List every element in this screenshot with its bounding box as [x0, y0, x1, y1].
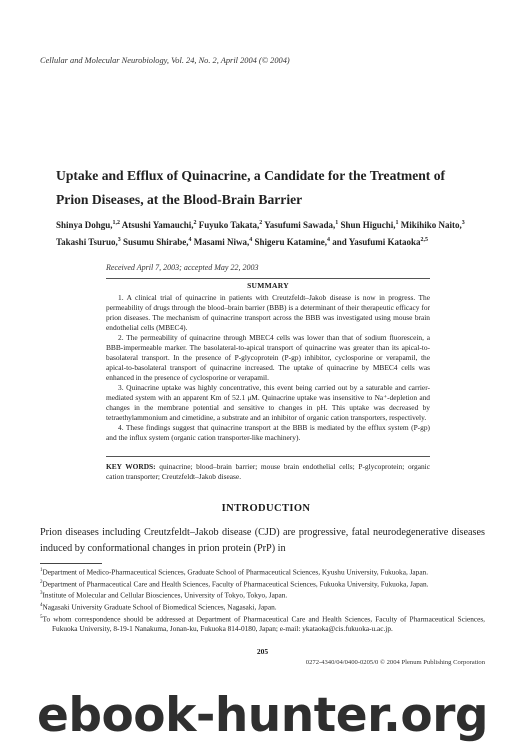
author-name: Shinya Dohgu,	[56, 220, 113, 230]
author-affiliation-mark: 2	[193, 220, 197, 226]
keywords-text: quinacrine; blood–brain barrier; mouse brain endothelial cells; P-glycoprotein; organic cation transporter; Creutzfeldt–Jakob disease.	[106, 462, 430, 481]
footnote	[40, 566, 485, 578]
author-affiliation-mark: 4	[188, 236, 192, 243]
footnote	[40, 589, 485, 601]
footnote-text: Department of Pharmaceutical Care and Health Sciences, Faculty of Pharmaceutical Sciences, Fukuoka University, Fukuoka, Japan.	[42, 579, 429, 589]
summary-body	[106, 293, 430, 443]
author-list	[56, 216, 481, 249]
summary-paragraph-2: 2. The permeability of quinacrine through MBEC4 cells was lower than that of sodium fluorescein, a BBB-impermeable marker. The basolateral-to-apical transport of quinacrine was greater than its apical-to-basolateral transport. In the presence of P-glycoprotein (P-gp) inhibitor, cyclosporine or verapamil, the apical-to-basolateral transport of quinacrine increased. The uptake of quinacrine by MBEC4 cells was enhanced in the presence of cyclosporine or verapamil.	[106, 333, 430, 382]
footnote	[40, 613, 485, 635]
author-affiliation-mark: 1,2	[112, 220, 121, 226]
summary-paragraph-1: 1. A clinical trial of quinacrine in patients with Creutzfeldt–Jakob disease is now in progress. The permeability of drugs through the blood–brain barrier (BBB) is a determinant of their therapeutic efficacy for prion diseases. The mechanism of quinacrine transport across the BBB was investigated using mouse brain endothelial cells (MBEC4).	[106, 293, 430, 332]
article-title: Uptake and Efflux of Quinacrine, a Candidate for the Treatment of Prion Diseases, at the Blood-Brain Barrier	[56, 168, 446, 207]
footnote-text: Institute of Molecular and Cellular Biosciences, University of Tokyo, Tokyo, Japan.	[42, 590, 288, 600]
watermark: ebook-hunter.org	[36, 688, 489, 743]
author-affiliation-mark: 4	[249, 236, 253, 243]
summary-bottom-divider	[106, 456, 430, 457]
author-affiliation-mark: 2,5	[420, 236, 428, 243]
author-affiliation-mark: 1	[335, 220, 339, 226]
author-name: Shigeru Katamine,	[254, 236, 328, 247]
author-name: Takashi Tsuruo,	[56, 236, 118, 247]
author-name: Yasufumi Sawada,	[264, 220, 336, 230]
keywords-label: KEY WORDS:	[106, 462, 156, 471]
author-affiliation-mark: 1	[395, 220, 399, 226]
author-name: Susumu Shirabe,	[122, 236, 189, 247]
footnotes	[40, 566, 485, 634]
journal-citation: Cellular and Molecular Neurobiology, Vol. 24, No. 2, April 2004 (© 2004)	[40, 56, 290, 65]
author-name: Atsushi Yamauchi,	[121, 220, 194, 230]
author-affiliation-mark: 4	[327, 236, 331, 243]
author-name: Mikihiko Naito,	[400, 220, 462, 230]
author-name: Fuyuko Takata,	[198, 220, 260, 230]
footnote	[40, 578, 485, 590]
section-heading-introduction: INTRODUCTION	[221, 503, 311, 514]
footnote	[40, 601, 485, 613]
author-affiliation-mark: 3	[461, 220, 465, 226]
footnote-mark: 1	[40, 568, 43, 573]
footnote-mark: 2	[40, 579, 43, 585]
keywords	[106, 462, 430, 482]
author-name: and Yasufumi Kataoka	[332, 236, 421, 247]
footnote-text: To whom correspondence should be addressed at Department of Pharmaceutical Care and Health Sciences, Faculty of Pharmaceutical Sciences, Fukuoka University, 8-19-1 Nanakuma, Jonan-ku, Fukuoka 814-0180, Japan; e-mail: ykataoka@cis.fukuoka-u.ac.jp.	[42, 613, 485, 634]
footnote-text: Nagasaki University Graduate School of Biomedical Sciences, Nagasaki, Japan.	[42, 602, 277, 612]
author-affiliation-mark: 3	[117, 236, 121, 243]
footnote-divider	[40, 563, 102, 564]
author-name: Shun Higuchi,	[340, 220, 396, 230]
summary-paragraph-4: 4. These findings suggest that quinacrine transport at the BBB is mediated by the efflux system (P-gp) and the influx system (organic cation transporter-like machinery).	[106, 423, 430, 442]
author-name: Masami Niwa,	[193, 236, 250, 247]
footnote-mark: 5	[40, 614, 43, 620]
footnote-mark: 3	[40, 591, 43, 597]
copyright-line: 0272-4340/04/0400-0205/0 © 2004 Plenum Publishing Corporation	[305, 659, 485, 666]
received-dates: Received April 7, 2003; accepted May 22, 2003	[106, 263, 259, 272]
author-affiliation-mark: 2	[259, 220, 263, 226]
introduction-paragraph: Prion diseases including Creutzfeldt–Jakob disease (CJD) are progressive, fatal neurodegenerative diseases induced by conformational changes in prion protein (PrP) in	[40, 527, 485, 554]
summary-top-divider	[106, 278, 430, 279]
footnote-text: Department of Medico-Pharmaceutical Sciences, Graduate School of Pharmaceutical Sciences, Kyushu University, Fukuoka, Japan.	[42, 567, 429, 577]
footnote-mark: 4	[40, 602, 43, 608]
summary-heading: SUMMARY	[247, 281, 289, 290]
summary-paragraph-3: 3. Quinacrine uptake was highly concentrative, this event being carried out by a saturable and carrier-mediated system with an apparent Km of 52.1 μM. Quinacrine uptake was insensitive to Na⁺-depletion and changes in the membrane potential and sensitive to changes in pH. This uptake was decreased by tetraethylammonium and cimetidine, a substrate and an inhibitor of organic cation transporters, respectively.	[106, 383, 430, 422]
page-number: 205	[256, 647, 269, 656]
